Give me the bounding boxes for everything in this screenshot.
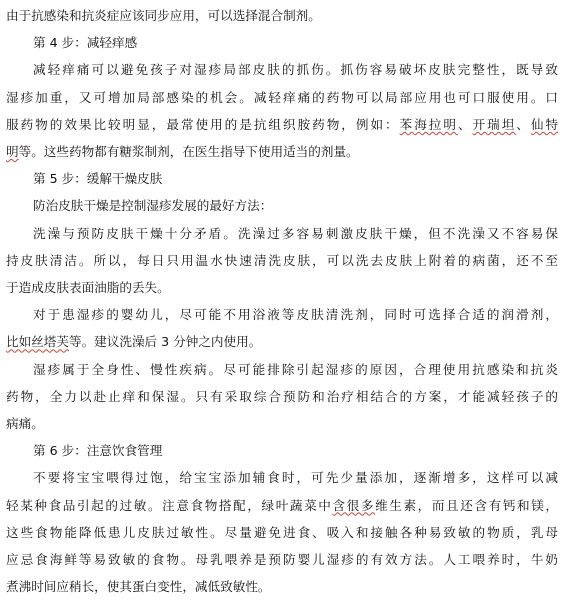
text-line	[33, 303, 558, 327]
text-line	[6, 575, 558, 599]
text-line	[6, 86, 558, 110]
text-run: 轻某种食品引起的过敏。注意食物搭配，绿叶蔬菜中	[6, 497, 333, 513]
text-line	[6, 385, 558, 409]
text-line	[6, 330, 558, 354]
text-run: 湿疹加重，又可增加局部感染的机会。减轻痒痛的药物可以局部应用也可口服使用。口	[6, 89, 558, 105]
text-run: 不要将宝宝喂得过饱，给宝宝添加辅食时，可先少量添加，逐渐增多，这样可以减	[33, 470, 558, 486]
text-line	[33, 466, 558, 490]
text-run: 维生素，而且还含有钙和镁，	[375, 497, 558, 513]
text-run: 药物，全力以赴止痒和保湿。只有采取综合预防和治疗相结合的方案，才能减轻孩子的	[6, 388, 558, 404]
text-run: 洗澡与预防皮肤干燥十分矛盾。洗澡过多容易刺激皮肤干燥，但不洗澡又不容易保	[33, 225, 558, 241]
text-run: 、	[457, 116, 473, 132]
text-run: 等。建议洗澡后 3 分钟之内使用。	[68, 334, 262, 350]
text-run: 这些食物能降低患儿皮肤过敏性。尽量避免进食、吸入和接触各种易致敏的物质，乳母	[6, 524, 558, 540]
spellcheck-underlined-text: 含很多	[332, 497, 376, 513]
text-line	[6, 140, 558, 164]
spellcheck-underlined-text: 开瑞坦	[472, 116, 517, 132]
paragraph-heading-line	[33, 439, 558, 463]
paragraph-heading-line	[33, 167, 558, 191]
text-run: 第 5 步：缓解干燥皮肤	[33, 171, 163, 187]
text-run: 于造成皮肤表面油脂的丢失。	[6, 280, 170, 295]
text-run: 煮沸时间应稍长，使其蛋白变性，减低致敏性。	[6, 579, 271, 595]
spellcheck-underlined-text: 明	[6, 144, 19, 159]
text-line	[6, 521, 558, 545]
text-line	[6, 412, 558, 436]
text-line	[6, 4, 558, 28]
text-run: 减轻痒痛可以避免孩子对湿疹局部皮肤的抓伤。抓伤容易破坏皮肤完整性，既导致	[33, 62, 558, 78]
text-run: 病痛。	[6, 416, 44, 431]
text-run: 由于抗感染和抗炎症应该同步应用，可以选择混合制剂。	[6, 8, 321, 23]
paragraph-heading-line	[33, 31, 558, 55]
text-line	[6, 548, 558, 572]
text-line	[6, 113, 558, 137]
text-run: 对于患湿疹的婴幼儿，尽可能不用浴液等皮肤清洗剂，同时可选择合适的润滑剂，	[33, 307, 558, 323]
text-run: 等。这些药物都有糖浆制剂，在医生指导下使用适当的剂量。	[18, 144, 359, 159]
text-run: 、	[516, 116, 531, 132]
text-line	[6, 276, 558, 300]
spellcheck-underlined-text: 苯海拉明	[399, 116, 458, 132]
text-run: 应忌食海鲜等易致敏的食物。母乳喂养是预防婴儿湿疹的有效方法。人工喂养时，牛奶	[6, 552, 558, 567]
paragraph-heading-line	[33, 194, 558, 218]
text-line	[33, 358, 558, 382]
text-line	[6, 494, 558, 518]
text-run: 服药物的效果比较明显，最常使用的是抗组织胺药物，例如：	[6, 116, 400, 132]
spellcheck-underlined-text: 比如丝塔芙	[6, 334, 69, 350]
text-line	[6, 249, 558, 273]
spellcheck-underlined-text: 仙特	[530, 116, 558, 132]
text-run: 湿疹属于全身性、慢性疾病。尽可能排除引起湿疹的原因，合理使用抗感染和抗炎	[33, 361, 558, 377]
text-run: 持皮肤清洁。所以，每日只用温水快速清洗皮肤，可以洗去皮肤上附着的病菌，还不至	[6, 252, 558, 268]
text-run: 防治皮肤干燥是控制湿疹发展的最好方法：	[33, 198, 273, 214]
text-run: 第 4 步：减轻痒感	[33, 35, 138, 51]
text-run: 第 6 步：注意饮食管理	[33, 443, 163, 459]
text-line	[33, 222, 558, 246]
text-line	[33, 58, 558, 82]
